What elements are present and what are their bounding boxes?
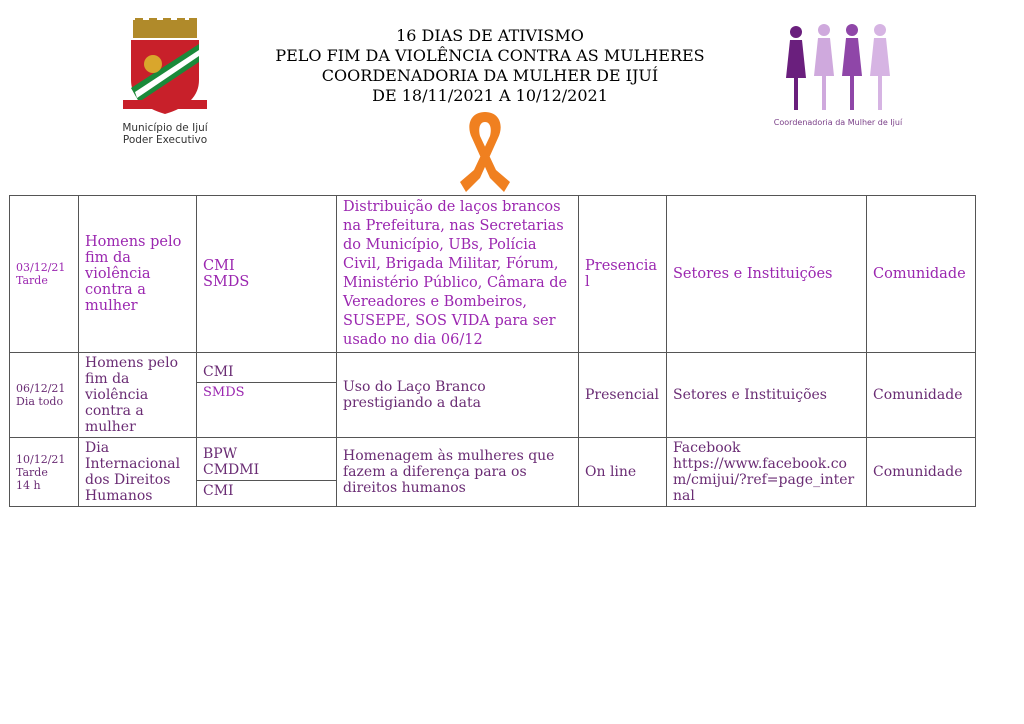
row-period: Tarde — [16, 274, 48, 287]
mode-cell: On line — [579, 438, 667, 507]
header-line-2: PELO FIM DA VIOLÊNCIA CONTRA AS MULHERES — [275, 46, 705, 65]
row-date: 06/12/21 — [16, 382, 66, 395]
activity-cell: Homenagem às mulheres que fazem a diferença para os direitos humanos — [337, 438, 579, 507]
organizer: BPW — [203, 445, 238, 462]
row-time: 14 h — [16, 478, 41, 492]
header-line-3: COORDENADORIA DA MULHER DE IJUÍ — [321, 66, 659, 85]
audience-cell: Comunidade — [867, 353, 976, 438]
place-cell — [667, 438, 867, 507]
place-cell: Setores e Instituições — [667, 353, 867, 438]
municipality-name: Município de Ijuí — [122, 122, 208, 134]
coordenadoria-caption: Coordenadoria da Mulher de Ijuí — [773, 118, 903, 127]
table-row — [10, 353, 976, 438]
municipality-logo — [110, 18, 220, 146]
coordenadoria-logo — [768, 22, 908, 127]
organizer: CMI — [197, 480, 336, 501]
women-silhouettes-icon — [778, 22, 898, 112]
row-date: 03/12/21 — [16, 261, 66, 274]
row-date: 10/12/21 — [16, 452, 66, 466]
place-platform: Facebook — [673, 440, 741, 456]
organizers-cell — [197, 438, 337, 507]
coat-of-arms-icon — [119, 18, 211, 118]
organizers-cell — [197, 196, 337, 353]
audience-cell: Comunidade — [867, 438, 976, 507]
ribbon-icon — [452, 108, 518, 196]
organizer: CMI — [203, 258, 235, 274]
theme-cell: Homens pelo fim da violência contra a mulher — [79, 196, 197, 353]
document-header — [240, 26, 740, 106]
date-cell — [10, 438, 79, 507]
awareness-ribbon — [452, 108, 518, 200]
municipality-subtitle: Poder Executivo — [122, 134, 208, 146]
place-link[interactable]: https://www.facebook.com/cmijui/?ref=page_internal — [673, 456, 855, 504]
row-period: Tarde — [16, 465, 48, 479]
theme-cell: Dia Internacional dos Direitos Humanos — [79, 438, 197, 507]
table-row — [10, 438, 976, 507]
activity-cell: Distribuição de laços brancos na Prefeitura, nas Secretarias do Município, UBs, Polícia Civil, Brigada Militar, Fórum, Ministério Público, Câmara de Vereadores e Bombeiros, SUSEPE, SOS VIDA para ser usado no dia 06/12 — [337, 196, 579, 353]
place-cell: Setores e Instituições — [667, 196, 867, 353]
theme-cell: Homens pelo fim da violência contra a mulher — [79, 353, 197, 438]
organizers-cell — [197, 353, 337, 438]
date-cell — [10, 196, 79, 353]
table-row — [10, 196, 976, 353]
activity-cell: Uso do Laço Branco prestigiando a data — [337, 353, 579, 438]
mode-cell: Presencial — [579, 353, 667, 438]
row-period: Dia todo — [16, 395, 64, 408]
mode-cell: Presencial — [579, 196, 667, 353]
schedule-table — [9, 195, 976, 507]
header-line-4: DE 18/11/2021 A 10/12/2021 — [372, 86, 608, 105]
date-cell — [10, 353, 79, 438]
organizer: CMDMI — [203, 461, 260, 478]
organizer: SMDS — [197, 382, 336, 429]
organizer-group — [197, 444, 336, 480]
header-line-1: 16 DIAS DE ATIVISMO — [396, 26, 584, 45]
organizer: CMI — [203, 363, 234, 380]
audience-cell: Comunidade — [867, 196, 976, 353]
organizer: SMDS — [203, 274, 250, 290]
